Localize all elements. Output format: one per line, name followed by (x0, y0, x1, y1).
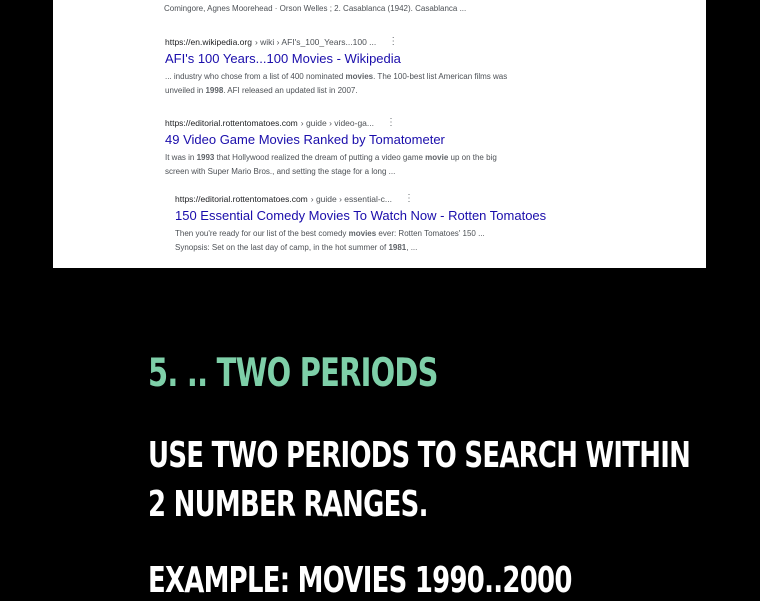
search-result (165, 117, 497, 178)
more-vert-icon[interactable]: ⋮ (388, 36, 399, 47)
result-snippet (165, 70, 507, 97)
result-domain: https://editorial.rottentomatoes.com (165, 118, 298, 128)
snippet-line (165, 70, 507, 84)
snippet-line (175, 227, 546, 241)
tip-heading: 5. .. TWO PERIODS (148, 351, 438, 396)
search-result (175, 193, 546, 254)
result-title-link[interactable]: 49 Video Game Movies Ranked by Tomatometer (165, 132, 445, 147)
result-breadcrumb: › guide › video-ga... (300, 118, 374, 128)
snippet-text: It was in (165, 153, 197, 162)
result-title-link[interactable]: 150 Essential Comedy Movies To Watch Now - Rotten Tomatoes (175, 208, 547, 223)
snippet-text: up on the big (448, 153, 497, 162)
search-results-screenshot (53, 0, 706, 268)
snippet-highlight: 1998 (205, 85, 224, 95)
result-breadcrumb: › guide › essential-c... (310, 194, 393, 204)
snippet-highlight: movie (425, 153, 449, 162)
snippet-text: Synopsis: Set on the last day of camp, in the hot summer of (175, 242, 389, 252)
previous-result-snippet: Comingore, Agnes Moorehead · Orson Welles ; 2. Casablanca (1942). Casablanca ... (164, 4, 467, 13)
snippet-highlight: 1993 (196, 153, 215, 162)
result-domain: https://en.wikipedia.org (165, 37, 252, 47)
result-snippet (165, 151, 497, 178)
snippet-text: . The 100-best list American films was (373, 72, 508, 81)
snippet-line (165, 84, 507, 98)
snippet-highlight: 1981 (388, 242, 407, 252)
snippet-text: . AFI released an updated list in 2007. (223, 85, 358, 95)
snippet-highlight: movies (345, 72, 374, 81)
snippet-text: that Hollywood realized the dream of putting a video game (214, 153, 426, 162)
result-title-link[interactable]: AFI's 100 Years...100 Movies - Wikipedia (165, 51, 401, 66)
result-url[interactable] (165, 117, 497, 129)
snippet-text: screen with Super Mario Bros., and setting the stage for a long ... (165, 166, 396, 176)
more-vert-icon[interactable]: ⋮ (404, 193, 415, 204)
snippet-line (165, 151, 497, 165)
snippet-text: , ... (406, 242, 418, 252)
snippet-text: ever: Rotten Tomatoes' 150 ... (376, 229, 485, 238)
result-snippet (175, 227, 546, 254)
tip-example-line: EXAMPLE: MOVIES 1990..2000 (148, 560, 572, 601)
result-domain: https://editorial.rottentomatoes.com (175, 194, 308, 204)
snippet-text: unveiled in (165, 85, 206, 95)
more-vert-icon[interactable]: ⋮ (386, 117, 396, 128)
search-result (165, 36, 507, 97)
snippet-text: Then you're ready for our list of the best comedy (175, 229, 349, 238)
snippet-line (175, 241, 546, 255)
tip-body-line: USE TWO PERIODS TO SEARCH WITHIN (148, 435, 691, 476)
result-url[interactable] (165, 36, 507, 48)
snippet-text: ... industry who chose from a list of 400 nominated (165, 72, 346, 81)
tip-body-line: 2 NUMBER RANGES. (148, 484, 428, 525)
snippet-line (165, 165, 497, 179)
result-url[interactable] (175, 193, 546, 205)
snippet-highlight: movies (348, 229, 377, 238)
result-breadcrumb: › wiki › AFI's_100_Years...100 ... (254, 37, 377, 47)
